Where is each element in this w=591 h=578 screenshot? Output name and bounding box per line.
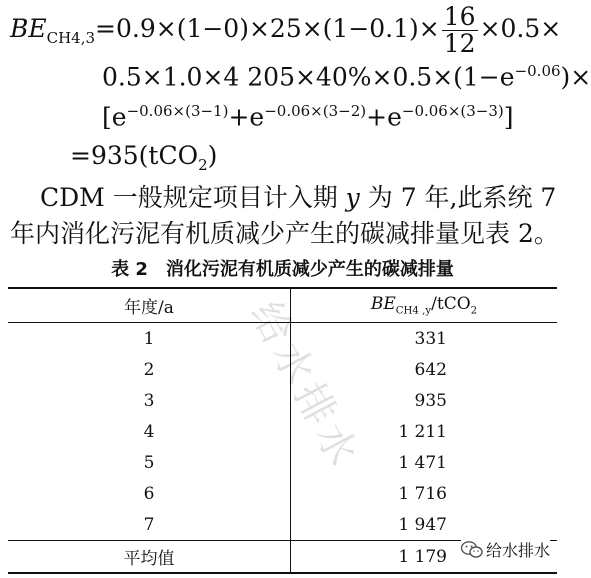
cell-value: 1 471 (398, 452, 447, 473)
cell-value: 1 211 (398, 421, 447, 442)
cell-value: 1 947 (398, 514, 447, 535)
equation-line2-tail: )× (560, 62, 591, 92)
equation-lhs-subscript: CH4,3 (46, 29, 96, 47)
equation-line3-exp3: −0.06×(3−3) (401, 102, 504, 120)
equation-line2-text: 0.5×1.0×4 205×40%×0.5×(1−e (102, 62, 515, 92)
equation-line2-exponent: −0.06 (514, 62, 561, 80)
cell-value: 642 (414, 359, 447, 380)
cell-year: 2 (8, 354, 291, 385)
header-emission-unit-sub: 2 (470, 305, 478, 317)
cell-year: 3 (8, 385, 291, 416)
header-emission-symbol: BE (370, 294, 396, 315)
cell-year: 1 (8, 323, 291, 355)
equation-line3-exp1: −0.06×(3−1) (126, 102, 229, 120)
header-emission-sub: CH4 ,y (395, 305, 432, 317)
table-header-row (8, 288, 557, 323)
equation-line3-b: +e (228, 102, 265, 132)
wechat-icon (461, 540, 483, 560)
equation-line3-tail: ] (503, 102, 514, 132)
equation-line-4 (70, 141, 217, 174)
fraction-denominator: 12 (443, 29, 476, 58)
table-row (8, 354, 557, 385)
table-caption: 表 2 消化污泥有机质减少产生的碳减排量 (111, 259, 454, 280)
table-row (8, 323, 557, 355)
header-emission (291, 288, 558, 323)
equation-line-2 (102, 62, 591, 91)
paragraph-line-1 (40, 178, 565, 214)
header-year: 年度/a (8, 288, 291, 323)
cell-value: 935 (414, 390, 447, 411)
table-row (8, 447, 557, 478)
cell-year: 6 (8, 478, 291, 509)
fraction-numerator: 16 (443, 2, 476, 31)
table-row (8, 385, 557, 416)
equation-line4-sub: 2 (198, 156, 208, 174)
equation-fraction (442, 4, 478, 57)
equation-line3-a: [e (102, 102, 127, 132)
equation-lhs-symbol: BE (10, 14, 47, 43)
paragraph-line1-a: CDM 一般规定项目计入期 (40, 183, 346, 212)
equation-line3-exp2: −0.06×(3−2) (264, 102, 367, 120)
equation-line-3 (102, 102, 514, 131)
equation-line-1 (10, 4, 561, 57)
cell-average-value: 1 179 (291, 541, 558, 574)
cell-year: 4 (8, 416, 291, 447)
cell-year: 7 (8, 509, 291, 541)
table-row (8, 509, 557, 541)
table-row (8, 478, 557, 509)
watermark-text: 给水排水 (241, 294, 369, 479)
cell-average-label: 平均值 (8, 541, 291, 574)
logo-text: 给水排水 (486, 541, 551, 560)
cell-value: 1 716 (398, 483, 447, 504)
cell-value: 331 (414, 328, 447, 349)
table-row (8, 416, 557, 447)
paragraph-line1-b: 为 7 年,此系统 7 (359, 183, 557, 212)
paragraph-line-2: 年内消化污泥有机质减少产生的碳减排量见表 2。 (10, 219, 559, 248)
equation-line4-tail: ) (207, 141, 218, 170)
header-emission-unit: /tCO (431, 294, 471, 315)
paragraph-variable-y: y (345, 183, 360, 212)
equation-line1-tail: ×0.5× (479, 14, 562, 43)
cell-year: 5 (8, 447, 291, 478)
equation-line3-c: +e (366, 102, 402, 132)
wechat-logo (461, 538, 550, 561)
equation-line4-text: =935(tCO (70, 141, 199, 170)
equation-line1-text: =0.9×(1−0)×25×(1−0.1)× (95, 14, 440, 43)
emission-table (8, 287, 557, 574)
